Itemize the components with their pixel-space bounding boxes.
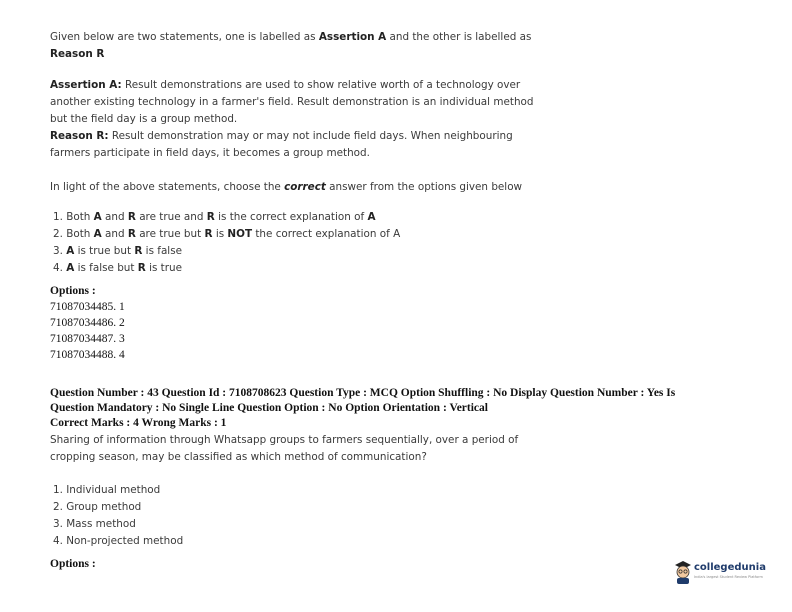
logo-tagline: India's largest Student Review Platform [694, 575, 763, 579]
q43-options-label: Options : [50, 558, 96, 570]
assertion-text-3: but the field day is a group method. [50, 113, 238, 125]
choice-2: 2. Both A and R are true but R is NOT the correct explanation of A [53, 228, 401, 240]
q43-choice-1: 1. Individual method [53, 484, 161, 496]
q43-choice-3: 3. Mass method [53, 518, 136, 530]
choice-1: 1. Both A and R are true and R is the correct explanation of A [53, 211, 376, 223]
q42-options [50, 283, 125, 363]
reason-r-term: Reason R [50, 48, 105, 60]
option-id-3: 71087034487. 3 [50, 333, 125, 345]
student-mascot-icon [673, 559, 693, 585]
choice-3: 3. A is true but R is false [53, 245, 182, 257]
intro-text-mid: and the other is labelled as [386, 31, 532, 43]
q43-question-text [50, 432, 518, 466]
q43-choice-4: 4. Non-projected method [53, 535, 184, 547]
q43-text-line-1: Sharing of information through Whatsapp groups to farmers sequentially, over a period of [50, 434, 519, 446]
reason-text-1: Result demonstration may or may not include field days. When neighbouring [108, 130, 513, 142]
q43-meta [50, 386, 675, 431]
q43-choices [50, 482, 183, 550]
reason-label: Reason R: [50, 130, 109, 142]
option-id-2: 71087034486. 2 [50, 317, 125, 329]
assertion-a-term: Assertion A [318, 31, 387, 43]
choice-4: 4. A is false but R is true [53, 262, 183, 274]
assertion-reason-block [50, 77, 534, 162]
assertion-text-1: Result demonstrations are used to show relative worth of a technology over [121, 79, 521, 91]
instruction-emphasis: correct [284, 181, 326, 193]
q43-meta-line-1: Question Number : 43 Question Id : 7108708623 Question Type : MCQ Option Shuffling : No Display Question Number : Yes Is [50, 387, 676, 399]
q43-text-line-2: cropping season, may be classified as which method of communication? [50, 451, 427, 463]
question-intro [50, 29, 531, 63]
option-id-4: 71087034488. 4 [50, 349, 125, 361]
reason-text-2: farmers participate in field days, it becomes a group method. [50, 147, 370, 159]
assertion-text-2: another existing technology in a farmer's field. Result demonstration is an individual method [50, 96, 534, 108]
q43-meta-line-2: Question Mandatory : No Single Line Question Option : No Option Orientation : Vertical [50, 402, 488, 414]
q43-choice-2: 2. Group method [53, 501, 142, 513]
collegedunia-logo [673, 559, 773, 585]
assertion-label: Assertion A: [50, 79, 122, 91]
logo-name: collegedunia [694, 562, 766, 573]
instruction-post: answer from the options given below [325, 181, 523, 193]
q43-marks: Correct Marks : 4 Wrong Marks : 1 [50, 417, 227, 429]
instruction-pre: In light of the above statements, choose the [50, 181, 285, 193]
option-id-1: 71087034485. 1 [50, 301, 125, 313]
intro-text: Given below are two statements, one is labelled as [50, 31, 319, 43]
instruction [50, 179, 522, 196]
q42-choices [50, 209, 400, 277]
options-label: Options : [50, 285, 96, 297]
